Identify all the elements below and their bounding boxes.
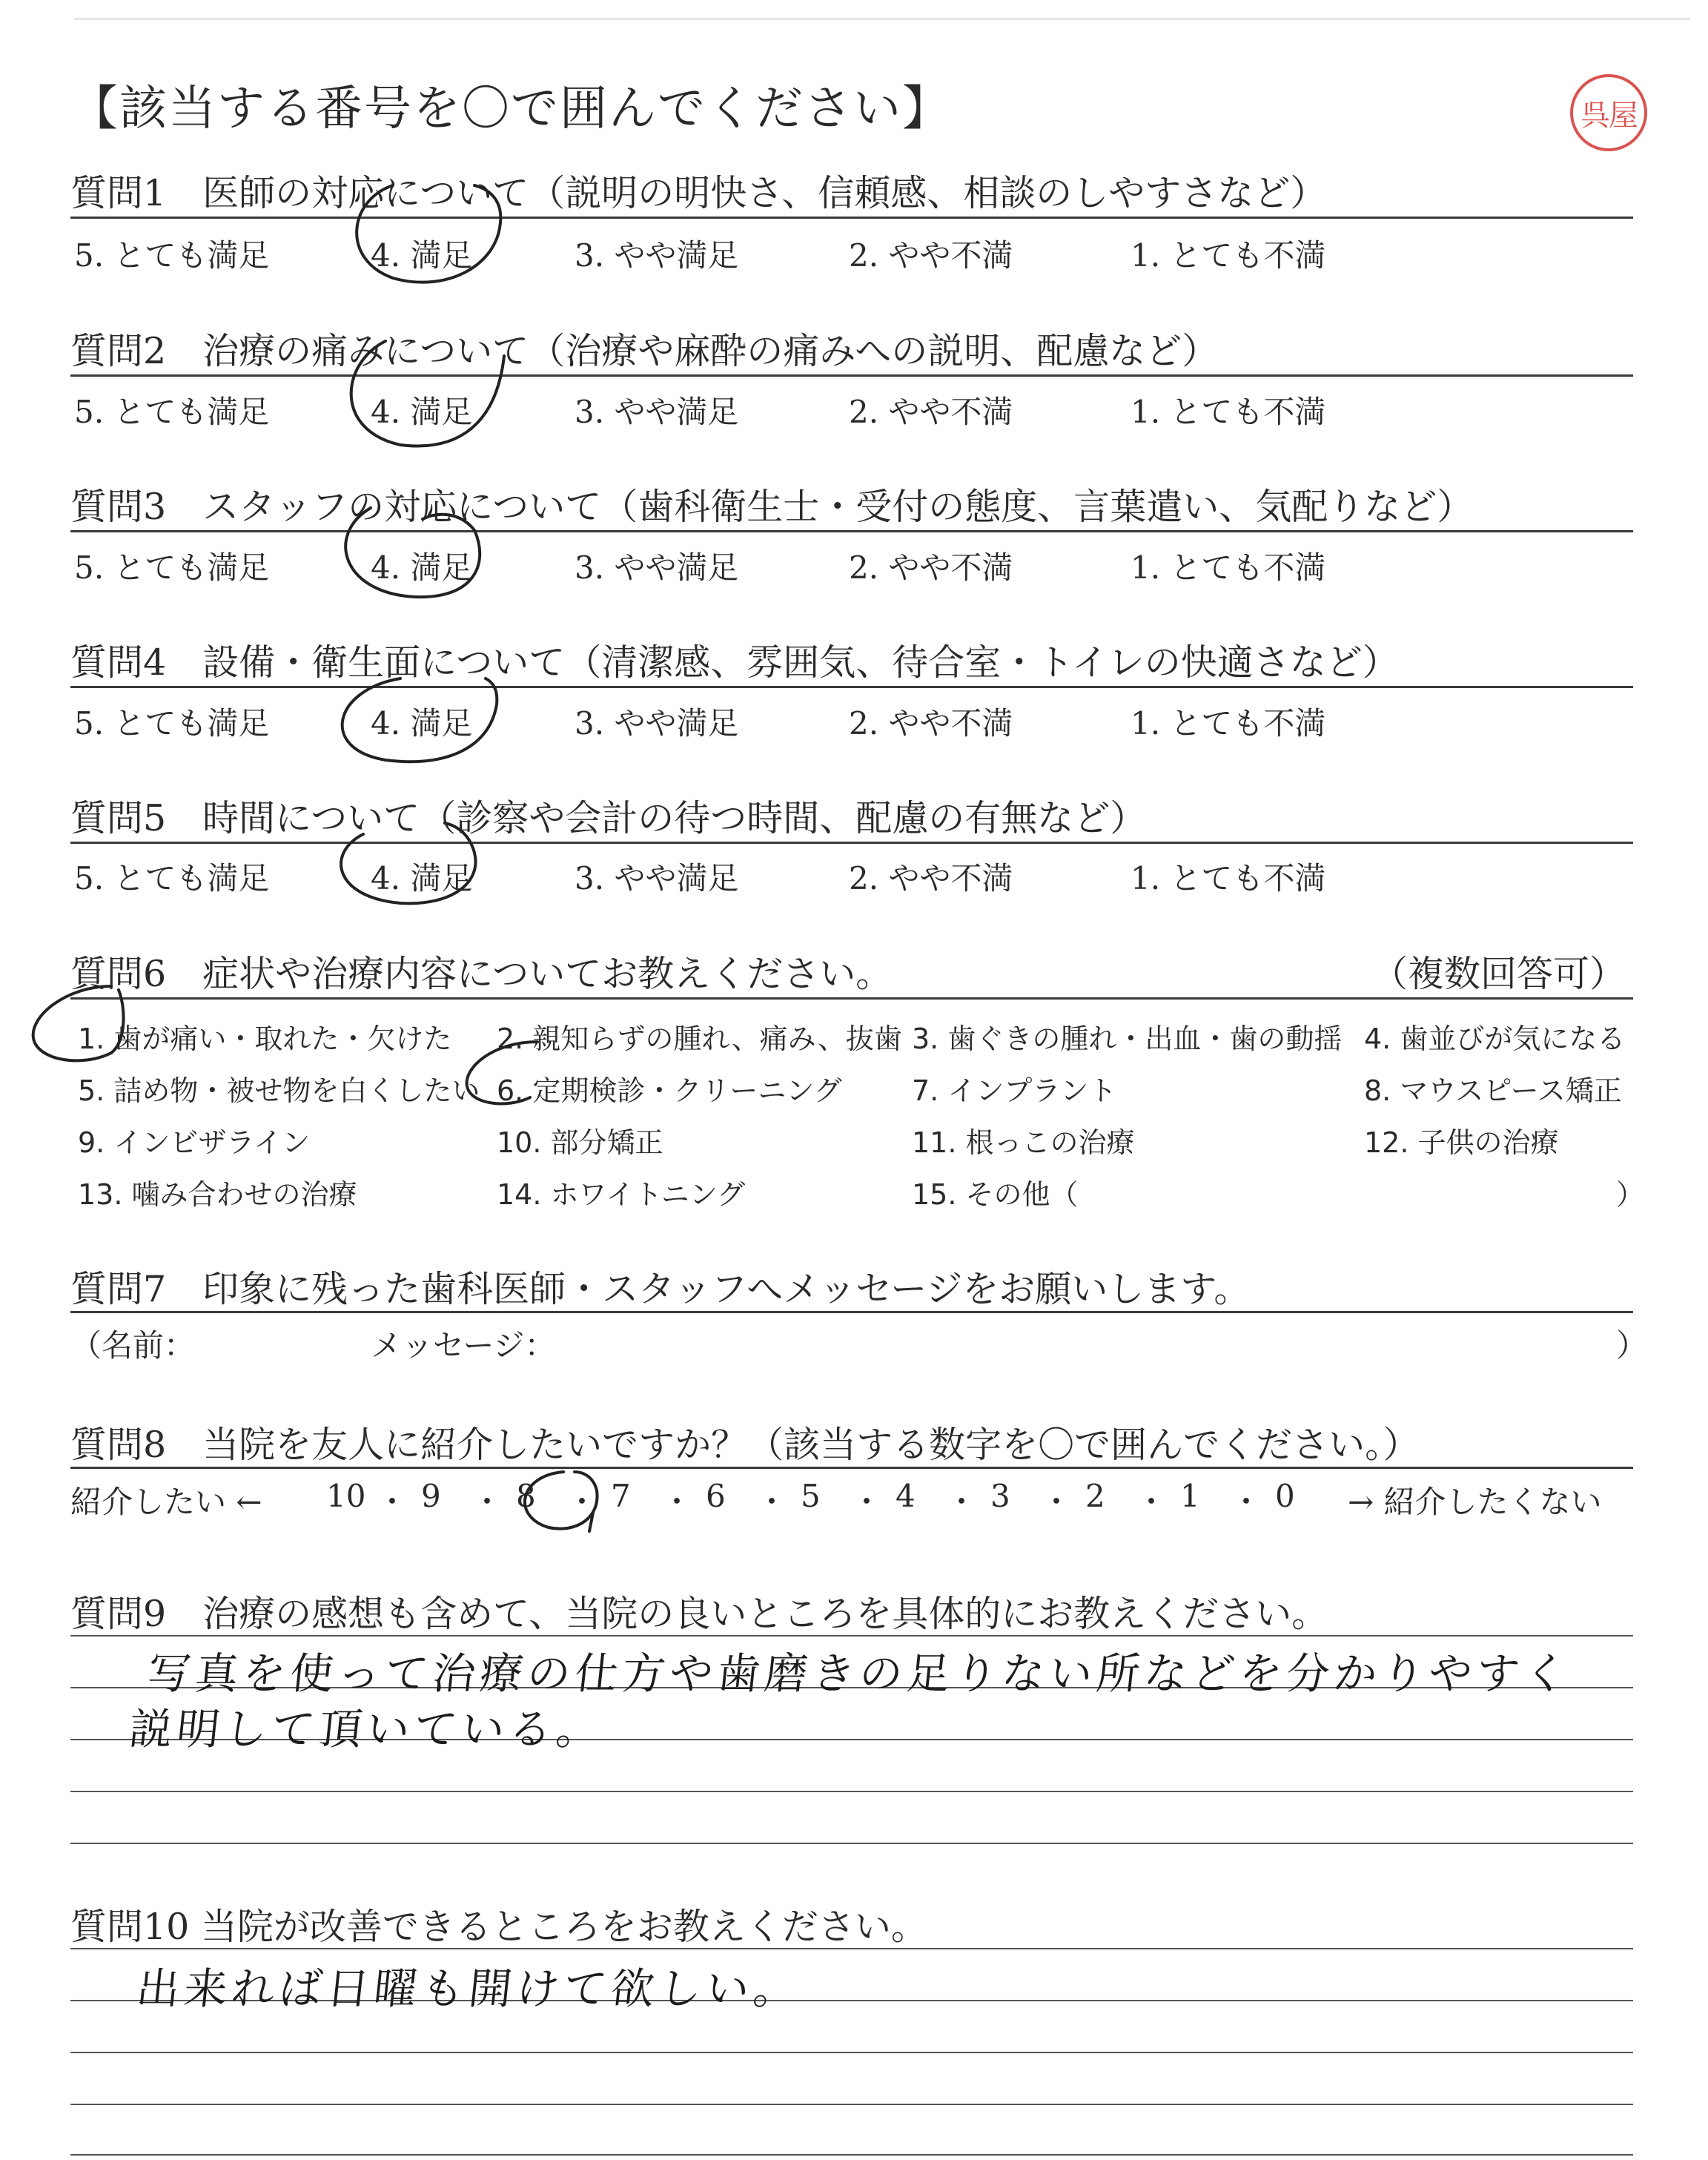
question-8-label: 質問8 当院を友人に紹介したいですか？（該当する数字を〇で囲んでください。） xyxy=(70,1424,1420,1466)
q9-writing-line-1 xyxy=(70,1635,1633,1636)
q4-option-5[interactable]: 5. とても満足 xyxy=(74,705,270,742)
q3-option-4[interactable]: 4. 満足 xyxy=(371,549,473,586)
q5-option-4[interactable]: 4. 満足 xyxy=(371,860,473,896)
q8-scale-separator: ・ xyxy=(471,1484,503,1520)
question-4-rule xyxy=(70,686,1633,688)
q1-option-2[interactable]: 2. やや不満 xyxy=(849,237,1013,274)
q2-option-3[interactable]: 3. やや満足 xyxy=(575,394,739,430)
question-10-label: 質問10 当院が改善できるところをお教えください。 xyxy=(70,1906,927,1948)
q6-item-8[interactable]: 8. マウスピース矯正 xyxy=(1364,1074,1622,1107)
q1-option-5[interactable]: 5. とても満足 xyxy=(74,237,270,274)
q8-scale-separator: ・ xyxy=(851,1484,883,1520)
q6-item-2[interactable]: 2. 親知らずの腫れ、痛み、抜歯 xyxy=(497,1023,902,1055)
q10-writing-line-3 xyxy=(70,2052,1633,2053)
q6-item-9[interactable]: 9. インビザライン xyxy=(78,1126,311,1159)
q5-option-2[interactable]: 2. やや不満 xyxy=(849,860,1013,896)
q9-writing-line-4 xyxy=(70,1791,1633,1792)
question-1-rule xyxy=(70,217,1633,219)
q8-scale-separator: ・ xyxy=(946,1484,978,1520)
q7-name-label: （名前： xyxy=(70,1327,196,1364)
q8-scale-value-3[interactable]: 3 xyxy=(990,1478,1010,1514)
question-1-label: 質問1 医師の対応について（説明の明快さ、信頼感、相談のしやすさなど） xyxy=(70,172,1327,214)
q10-writing-line-4 xyxy=(70,2104,1633,2105)
question-8-rule xyxy=(70,1467,1633,1469)
q8-right-label: → 紹介したくない xyxy=(1348,1484,1602,1520)
q3-option-2[interactable]: 2. やや不満 xyxy=(849,549,1013,586)
q1-option-1[interactable]: 1. とても不満 xyxy=(1131,237,1326,274)
q8-scale-separator: ・ xyxy=(566,1484,598,1520)
q5-option-3[interactable]: 3. やや満足 xyxy=(575,860,739,896)
question-2-label: 質問2 治療の痛みについて（治療や麻酔の痛みへの説明、配慮など） xyxy=(70,330,1219,372)
q8-scale-separator: ・ xyxy=(1041,1484,1073,1520)
q4-option-4[interactable]: 4. 満足 xyxy=(371,705,473,742)
question-6-note: （複数回答可） xyxy=(1371,953,1626,995)
q5-option-5[interactable]: 5. とても満足 xyxy=(74,860,270,896)
q8-scale-value-7[interactable]: 7 xyxy=(611,1478,631,1514)
q6-item-6[interactable]: 6. 定期検診・クリーニング xyxy=(497,1074,842,1107)
q3-option-5[interactable]: 5. とても満足 xyxy=(74,549,270,586)
q2-option-5[interactable]: 5. とても満足 xyxy=(74,394,270,430)
q6-item-14[interactable]: 14. ホワイトニング xyxy=(497,1178,746,1211)
q10-writing-line-1 xyxy=(70,1948,1633,1949)
q8-scale-separator: ・ xyxy=(1136,1484,1168,1520)
question-7-rule xyxy=(70,1311,1633,1313)
q6-item-15[interactable]: 15. その他（ xyxy=(912,1178,1079,1211)
q3-option-1[interactable]: 1. とても不満 xyxy=(1131,549,1326,586)
q10-answer-line-1: 出来れば日曜も開けて欲しい。 xyxy=(133,1964,804,2014)
q8-scale-value-9[interactable]: 9 xyxy=(421,1478,441,1514)
q1-option-4[interactable]: 4. 満足 xyxy=(371,237,473,274)
q8-left-label: 紹介したい ← xyxy=(70,1484,262,1520)
question-2-rule xyxy=(70,374,1633,377)
q8-scale-separator: ・ xyxy=(377,1484,408,1520)
q8-scale-value-1[interactable]: 1 xyxy=(1180,1478,1200,1514)
q6-item-5[interactable]: 5. 詰め物・被せ物を白くしたい xyxy=(78,1074,480,1107)
q2-option-4[interactable]: 4. 満足 xyxy=(371,394,473,430)
q8-scale-value-2[interactable]: 2 xyxy=(1085,1478,1105,1514)
q8-scale-separator: ・ xyxy=(1231,1484,1262,1520)
q8-scale-value-10[interactable]: 10 xyxy=(326,1478,366,1514)
question-5-rule xyxy=(70,842,1633,844)
q6-item-10[interactable]: 10. 部分矯正 xyxy=(497,1126,663,1159)
q9-writing-line-5 xyxy=(70,1843,1633,1844)
q8-scale-value-5[interactable]: 5 xyxy=(801,1478,821,1514)
q9-answer-line-2: 説明して頂いている。 xyxy=(126,1704,607,1754)
q9-answer-line-1: 写真を使って治療の仕方や歯磨きの足りない所などを分かりやすく xyxy=(145,1648,1575,1699)
q8-scale-value-8[interactable]: 8 xyxy=(516,1478,536,1514)
q6-item-4[interactable]: 4. 歯並びが気になる xyxy=(1364,1023,1626,1055)
question-5-label: 質問5 時間について（診察や会計の待つ時間、配慮の有無など） xyxy=(70,797,1147,839)
question-9-label: 質問9 治療の感想も含めて、当院の良いところを具体的にお教えください。 xyxy=(70,1593,1328,1635)
q8-scale-value-4[interactable]: 4 xyxy=(896,1478,916,1514)
q4-option-2[interactable]: 2. やや不満 xyxy=(849,705,1013,742)
q6-item-15-close: ） xyxy=(1616,1178,1645,1211)
q8-scale-separator: ・ xyxy=(756,1484,788,1520)
q7-close-paren: ） xyxy=(1616,1327,1648,1364)
q6-item-11[interactable]: 11. 根っこの治療 xyxy=(912,1126,1135,1159)
page-title: 【該当する番号を〇で囲んでください】 xyxy=(70,82,951,136)
question-4-label: 質問4 設備・衛生面について（清潔感、雰囲気、待合室・トイレの快適さなど） xyxy=(70,641,1399,684)
q8-scale-separator: ・ xyxy=(661,1484,693,1520)
q6-item-7[interactable]: 7. インプラント xyxy=(912,1074,1117,1107)
q3-option-3[interactable]: 3. やや満足 xyxy=(575,549,739,586)
q4-option-3[interactable]: 3. やや満足 xyxy=(575,705,739,742)
stamp-text: 呉屋 xyxy=(1580,98,1637,133)
q6-item-13[interactable]: 13. 噛み合わせの治療 xyxy=(78,1178,357,1211)
q6-item-12[interactable]: 12. 子供の治療 xyxy=(1364,1126,1559,1159)
question-6-label: 質問6 症状や治療内容についてお教えください。 xyxy=(70,953,893,995)
q4-option-1[interactable]: 1. とても不満 xyxy=(1131,705,1326,742)
seal-stamp xyxy=(1570,74,1647,151)
q8-scale-value-0[interactable]: 0 xyxy=(1275,1478,1295,1514)
q8-scale-value-6[interactable]: 6 xyxy=(706,1478,726,1514)
q10-writing-line-5 xyxy=(70,2154,1633,2156)
question-3-rule xyxy=(70,530,1633,532)
question-3-label: 質問3 スタッフの対応について（歯科衛生士・受付の態度、言葉遣い、気配りなど） xyxy=(70,486,1474,528)
q6-item-3[interactable]: 3. 歯ぐきの腫れ・出血・歯の動揺 xyxy=(912,1023,1343,1055)
q6-item-1[interactable]: 1. 歯が痛い・取れた・欠けた xyxy=(78,1023,452,1055)
q2-option-2[interactable]: 2. やや不満 xyxy=(849,394,1013,430)
q5-option-1[interactable]: 1. とても不満 xyxy=(1131,860,1326,896)
question-7-label: 質問7 印象に残った歯科医師・スタッフへメッセージをお願いします。 xyxy=(70,1268,1251,1310)
q7-message-label: メッセージ： xyxy=(371,1327,556,1364)
q2-option-1[interactable]: 1. とても不満 xyxy=(1131,394,1326,430)
q1-option-3[interactable]: 3. やや満足 xyxy=(575,237,739,274)
top-border xyxy=(74,18,1690,20)
question-6-rule xyxy=(70,997,1633,1000)
